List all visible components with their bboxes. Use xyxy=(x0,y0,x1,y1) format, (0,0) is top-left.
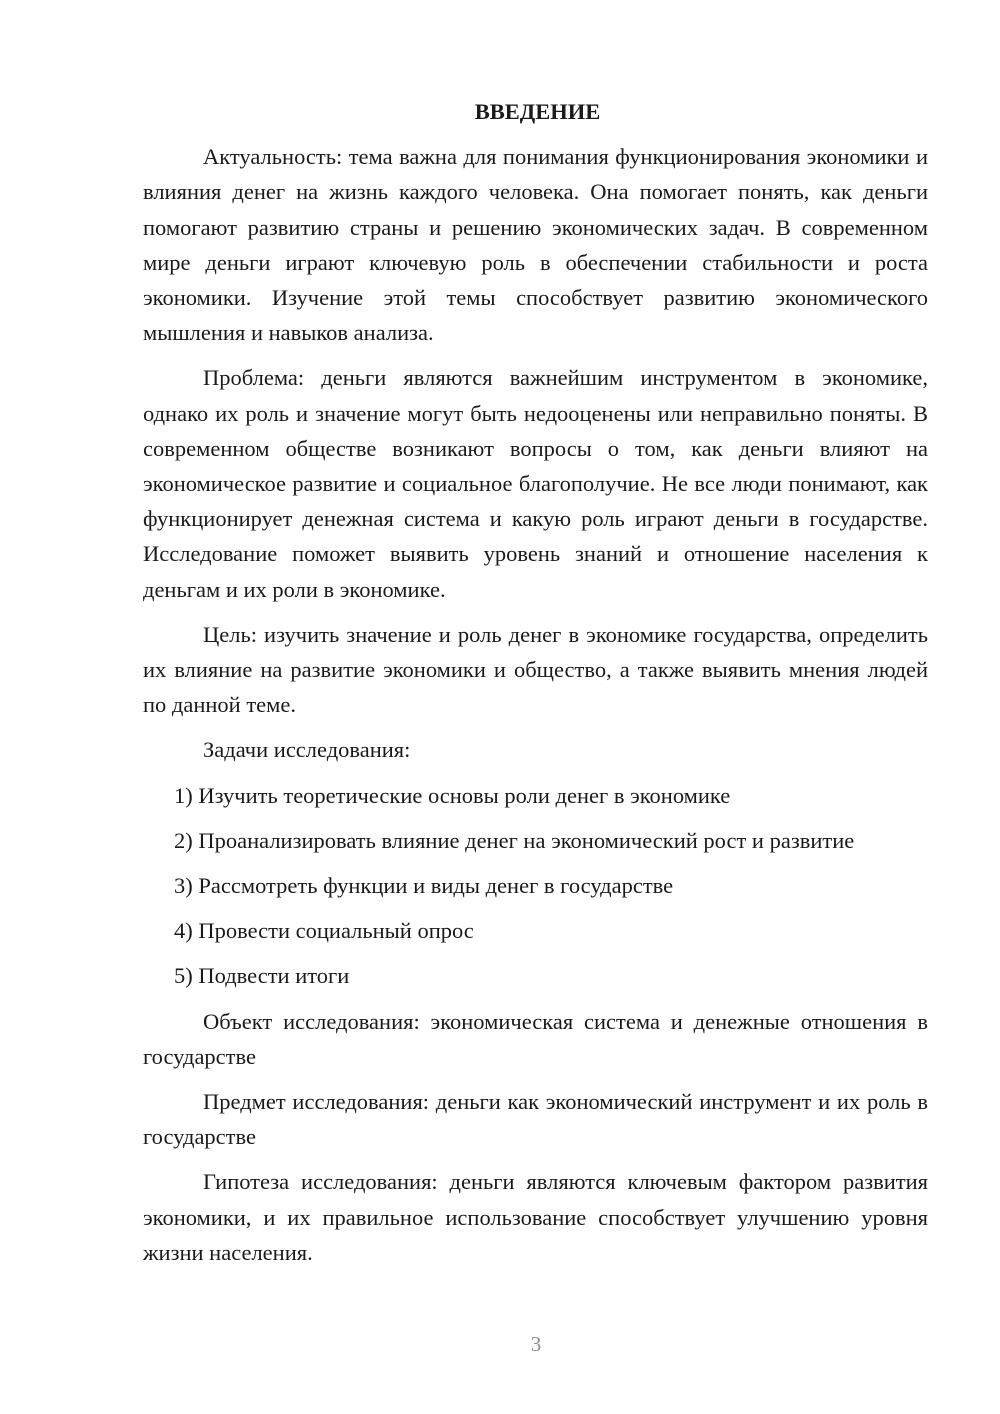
list-item: 4) Провести социальный опрос xyxy=(174,918,474,944)
paragraph-object: Объект исследования: экономическая система и денежные отношения в государстве xyxy=(143,1008,928,1069)
list-item: 2) Проанализировать влияние денег на экономический рост и развитие xyxy=(174,827,855,853)
list-item: 1) Изучить теоретические основы роли денег в экономике xyxy=(174,782,731,808)
page-title: ВВЕДЕНИЕ xyxy=(474,99,601,124)
document-page xyxy=(143,94,928,1280)
list-item: 5) Подвести итоги xyxy=(174,963,350,989)
paragraph-hypothesis: Гипотеза исследования: деньги являются ключевым фактором развития экономики, и их правильное использование способствует улучшению уровня жизни населения. xyxy=(143,1169,928,1265)
page-number: 3 xyxy=(530,1332,542,1356)
tasks-heading: Задачи исследования: xyxy=(203,737,411,763)
paragraph-subject: Предмет исследования: деньги как экономический инструмент и их роль в государстве xyxy=(143,1089,928,1150)
tasks-list xyxy=(143,778,928,994)
paragraph-problem: Проблема: деньги являются важнейшим инструментом в экономике, однако их роль и значение могут быть недооценены или неправильно поняты. В современном обществе возникают вопросы о том, как деньги влияют на экономическое развитие и социальное благополучие. Не все люди понимают, как функционирует денежная система и какую роль играют деньги в государстве. Исследование поможет выявить уровень знаний и отношение населения к деньгам и их роли в экономике. xyxy=(143,365,928,602)
paragraph-relevance: Актуальность: тема важна для понимания функционирования экономики и влияния денег на жизнь каждого человека. Она помогает понять, как деньги помогают развитию страны и решению экономических задач. В современном мире деньги играют ключевую роль в обеспечении стабильности и роста экономики. Изучение этой темы способствует развитию экономического мышления и навыков анализа. xyxy=(143,144,928,346)
list-item: 3) Рассмотреть функции и виды денег в государстве xyxy=(174,873,674,899)
paragraph-goal: Цель: изучить значение и роль денег в экономике государства, определить их влияние на развитие экономики и общество, а также выявить мнения людей по данной теме. xyxy=(143,621,928,718)
